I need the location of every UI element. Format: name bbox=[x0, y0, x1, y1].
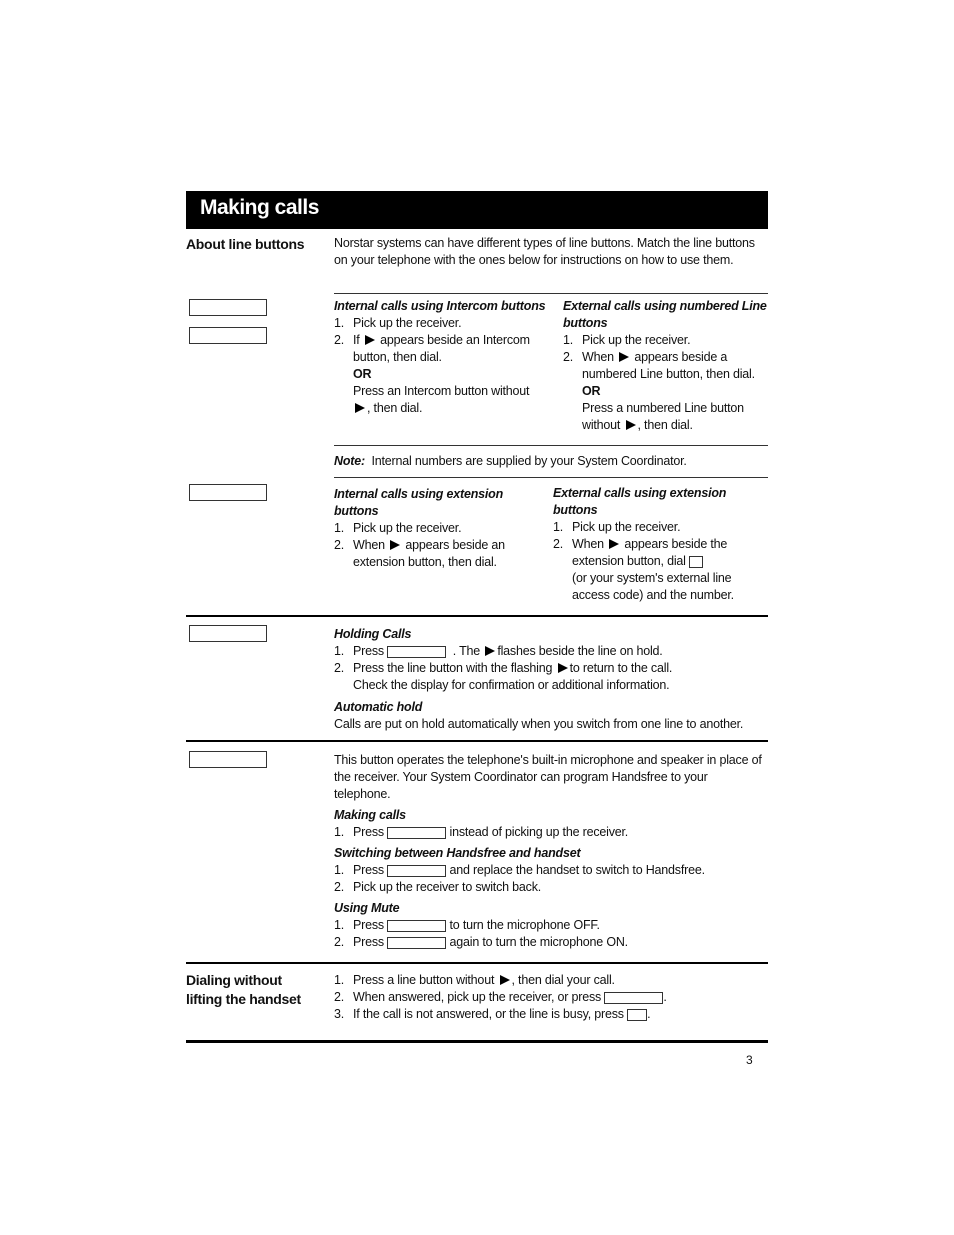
switch-heading: Switching between Handsfree and handset bbox=[334, 846, 581, 860]
list-item: 1. Press and replace the handset to switch to Handsfree. bbox=[334, 863, 705, 877]
handsfree-key-icon bbox=[604, 992, 663, 1004]
intercom-button-1 bbox=[189, 299, 267, 316]
dialing-section bbox=[334, 972, 764, 1023]
list-item: 2. Pick up the receiver to switch back. bbox=[334, 880, 542, 894]
handsfree-key-icon bbox=[387, 865, 446, 877]
holding-section bbox=[334, 626, 768, 733]
handsfree-section bbox=[334, 752, 764, 951]
mute-key-icon bbox=[387, 937, 446, 949]
extension-button bbox=[189, 484, 267, 501]
handsfree-key-icon bbox=[387, 827, 446, 839]
list-item: 2. When appears beside a numbered Line button, then dial. OR Press a numbered Line button without , then dial. bbox=[563, 350, 755, 432]
indicator-icon bbox=[500, 975, 510, 985]
intercom-heading: Internal calls using Intercom buttons bbox=[334, 299, 546, 313]
list-item: 2. When appears beside an extension button, then dial. bbox=[334, 538, 505, 569]
indicator-icon bbox=[485, 646, 495, 656]
page-title: Making calls bbox=[200, 196, 319, 219]
section-divider bbox=[186, 615, 768, 617]
list-item: 1. Press instead of picking up the receiver. bbox=[334, 825, 629, 839]
indicator-icon bbox=[365, 335, 375, 345]
dialing-heading: Dialing without lifting the handset bbox=[186, 972, 301, 1007]
title-bar bbox=[186, 191, 768, 229]
ext-internal-heading: Internal calls using extension buttons bbox=[334, 487, 504, 518]
indicator-icon bbox=[609, 539, 619, 549]
list-item: 1. Press to turn the microphone OFF. bbox=[334, 918, 600, 932]
list-item: 1. Press . The flashes beside the line on hold. bbox=[334, 644, 663, 658]
list-item: 2. If appears beside an Intercom button, then dial. OR Press an Intercom button without , then dial. bbox=[334, 333, 530, 415]
section-divider bbox=[186, 962, 768, 964]
divider bbox=[334, 445, 768, 446]
ext-external-section bbox=[553, 485, 763, 604]
list-item: 1. Pick up the receiver. bbox=[334, 521, 462, 535]
handsfree-intro: This button operates the telephone's built-in microphone and speaker in place of the receiver. Your System Coordinator can program Handsfree to your telephone. bbox=[334, 753, 762, 801]
dial-key-icon bbox=[689, 556, 703, 568]
list-item: 1. Pick up the receiver. bbox=[334, 316, 462, 330]
list-item: 1. Press a line button without , then dial your call. bbox=[334, 973, 615, 987]
auto-hold-text: Calls are put on hold automatically when you switch from one line to another. bbox=[334, 717, 744, 731]
intercom-section bbox=[334, 298, 552, 417]
auto-hold-heading: Automatic hold bbox=[334, 700, 423, 714]
divider bbox=[334, 293, 768, 294]
hold-button bbox=[189, 625, 267, 642]
list-item: 2. Press the line button with the flashing to return to the call. Check the display for confirmation or additional information. bbox=[334, 661, 673, 692]
indicator-icon bbox=[558, 663, 568, 673]
numbered-section bbox=[563, 298, 768, 434]
indicator-icon bbox=[390, 540, 400, 550]
footer-divider bbox=[186, 1040, 768, 1043]
or-label: OR bbox=[353, 367, 372, 381]
ext-internal-section bbox=[334, 486, 539, 571]
about-heading: About line buttons bbox=[186, 236, 305, 252]
indicator-icon bbox=[355, 403, 365, 413]
release-key-icon bbox=[627, 1009, 647, 1021]
mute-key-icon bbox=[387, 920, 446, 932]
list-item: 2. Press again to turn the microphone ON. bbox=[334, 935, 628, 949]
numbered-heading: External calls using numbered Line buttons bbox=[563, 299, 767, 330]
indicator-icon bbox=[619, 352, 629, 362]
handsfree-button bbox=[189, 751, 267, 768]
note-text: Internal numbers are supplied by your System Coordinator. bbox=[371, 454, 687, 468]
holding-heading: Holding Calls bbox=[334, 627, 412, 641]
note-label: Note: bbox=[334, 454, 365, 468]
note bbox=[334, 453, 768, 470]
indicator-icon bbox=[626, 420, 636, 430]
ext-external-heading: External calls using extension buttons bbox=[553, 486, 727, 517]
list-item: 1. Pick up the receiver. bbox=[553, 520, 681, 534]
page-number: 3 bbox=[746, 1053, 753, 1067]
mute-heading: Using Mute bbox=[334, 901, 400, 915]
handsfree-making-heading: Making calls bbox=[334, 808, 406, 822]
list-item: 2. When appears beside the extension button, dial (or your system's external line access code) and the number. bbox=[553, 537, 734, 602]
or-label: OR bbox=[582, 384, 601, 398]
list-item: 3. If the call is not answered, or the line is busy, press . bbox=[334, 1007, 651, 1021]
list-item: 1. Pick up the receiver. bbox=[563, 333, 691, 347]
list-item: 2. When answered, pick up the receiver, or press . bbox=[334, 990, 667, 1004]
section-divider bbox=[186, 740, 768, 742]
divider bbox=[334, 477, 768, 478]
hold-key-icon bbox=[387, 646, 446, 658]
about-intro: Norstar systems can have different types of line buttons. Match the line buttons on your telephone with the ones below for instructions on how to use them. bbox=[334, 236, 755, 267]
intercom-button-2 bbox=[189, 327, 267, 344]
